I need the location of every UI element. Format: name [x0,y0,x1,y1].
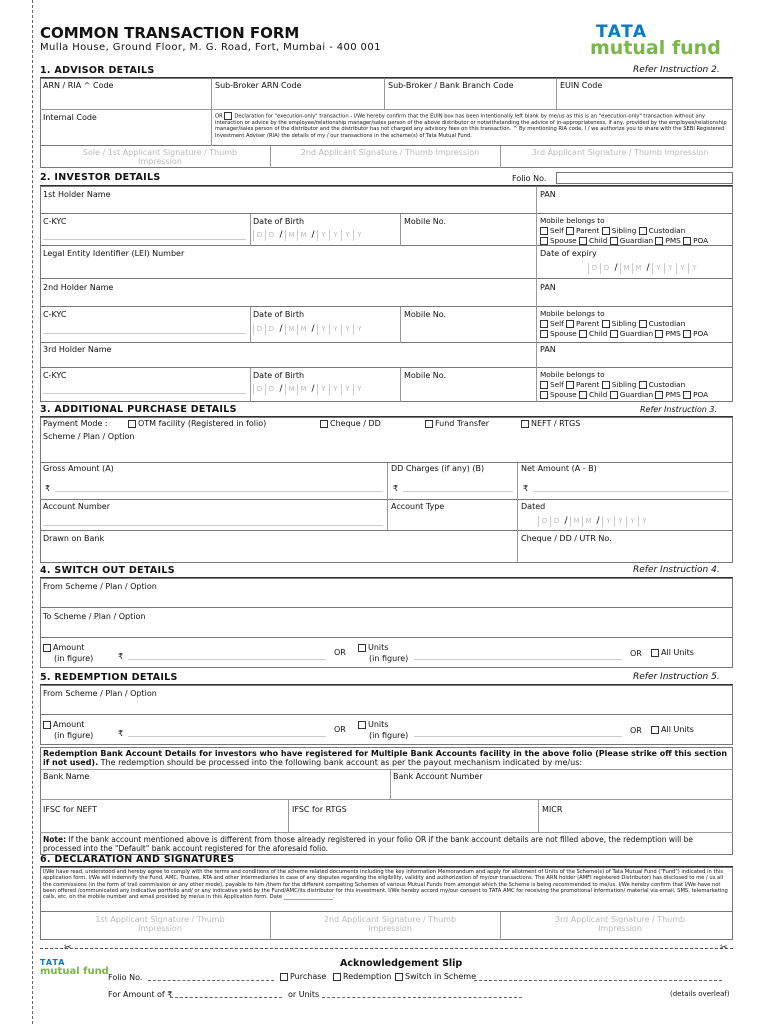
tata-brand-bottom: mutual fund [590,37,721,59]
mode-otm[interactable]: OTM facility (Registered in folio) [128,419,266,428]
slip-overleaf-note: (details overleaf) [670,990,730,998]
holder2-pan-field[interactable]: PAN [540,283,556,292]
rel-guardian-checkbox[interactable] [610,237,618,245]
folio-no-label: Folio No. [512,174,547,183]
switch-to-field[interactable]: To Scheme / Plan / Option [43,612,146,621]
holder3-mobile-belongs: Mobile belongs to Self Parent Sibling Custodian Spouse Child Guardian PMS POA [540,370,709,399]
folio-no-input[interactable] [556,172,733,184]
bank-account-field[interactable]: Bank Account Number [393,772,483,781]
holder2-name-row [40,279,733,307]
redemption-note: Note: If the bank account mentioned above is different from those already registered in your folio OR if the bank account details are not filled above, the redemption will be processed into the "Default" bank account registered for the aforesaid folio. [43,835,694,853]
slip-redemption-option[interactable]: Redemption [333,972,391,981]
decl-sig3[interactable]: 3rd Applicant Signature / Thumb Impression [554,915,686,933]
holder1-ckyc-field[interactable]: C-KYC [43,217,67,226]
section-purchase-ref: Refer Instruction 3. [640,405,718,414]
euin-code-field[interactable]: EUIN Code [560,81,603,90]
slip-folio-label: Folio No. [108,973,143,982]
holder3-ckyc-field[interactable]: C-KYC [43,371,67,380]
holder1-dob-field[interactable]: Date of Birth [253,217,305,226]
decl-sig2[interactable]: 2nd Applicant Signature / Thumb Impression [323,915,457,933]
holder2-dob-field[interactable]: Date of Birth [253,310,305,319]
ifsc-rtgs-field[interactable]: IFSC for RTGS [292,805,347,814]
dated-field[interactable]: Dated [521,502,546,511]
holder1-mobile-field[interactable]: Mobile No. [404,217,447,226]
holder2-ckyc-field[interactable]: C-KYC [43,310,67,319]
redemption-from-field[interactable]: From Scheme / Plan / Option [43,689,157,698]
holder2-name-field[interactable]: 2nd Holder Name [43,283,114,292]
slip-switch-option[interactable]: Switch in Scheme [395,972,476,981]
lei-field[interactable]: Legal Entity Identifier (LEI) Number [43,249,185,258]
holder2-mobile-belongs: Mobile belongs to Self Parent Sibling Custodian Spouse Child Guardian PMS POA [540,309,709,338]
slip-scheme-input[interactable] [474,980,722,981]
section-purchase-title: 3. ADDITIONAL PURCHASE DETAILS [40,404,237,415]
slip-purchase-option[interactable]: Purchase [280,972,326,981]
declaration-text: I/We have read, understood and hereby agree to comply with the terms and conditions of the scheme related documents including the key information Memorandum and apply for allotment of Units of the Scheme(s) of Tata Mutual Fund ("Fund") indicated in this application form. I/We will indemnify the Fund, AMC, Trustee, RTA and other intermediaries in case of any disputes regarding the eligibility, validity and authorization of my/our transactions. The ARN holder (AMFI registered Distributor) has disclosed to me / us all the commissions (in the form of trail commission or any other mode), payable to him /them for the different competing Schemes of various Mutual Funds from amongst which the Scheme is being recommended to me/us. I/We hereby confirm that I/We have not been offered /communicated any indicative portfolio and/ or any indicative yield by the Fund/AMC/its distributor for this investment. I/We hereby accord my/our consent to TATA AMC for receiving the promotional information/ material via email, SMS, telemarketing calls, etc. on the mobile number and email provided by me/us in this Application form. Date ___________________. [43,869,728,901]
section-redemption-title: 5. REDEMPTION DETAILS [40,672,178,683]
mode-neft-rtgs[interactable]: NEFT / RTGS [521,419,580,428]
advisor-sig2[interactable]: 2nd Applicant Signature / Thumb Impression [300,148,480,157]
dd-charges-field[interactable]: DD Charges (if any) (B) [391,464,485,473]
dated-cells[interactable]: D D / M M / Y Y Y Y [538,516,650,527]
net-amount-field[interactable]: Net Amount (A - B) [521,464,597,473]
holder3-pan-field[interactable]: PAN [540,345,556,354]
section-declaration-title: 6. DECLARATION AND SIGNATURES [40,854,235,865]
redemption-amount-option[interactable]: Amount [43,720,84,729]
slip-units-input[interactable] [322,997,522,998]
holder2-dob-cells[interactable]: D D / M M / Y Y Y Y [253,324,365,335]
switch-from-field[interactable]: From Scheme / Plan / Option [43,582,157,591]
slip-amount-input[interactable] [170,997,282,998]
rel-sibling-checkbox[interactable] [602,227,610,235]
redemption-units-option[interactable]: Units [358,720,388,729]
section-advisor-ref: Refer Instruction 2. [633,65,720,75]
cut-line [40,948,733,949]
holder3-name-row [40,343,733,368]
page-left-dashed-border [32,0,33,1024]
form-address: Mulla House, Ground Floor, M. G. Road, Fort, Mumbai - 400 001 [40,42,381,53]
scissors-icon: ✂ [720,943,728,953]
drawn-row [40,531,733,563]
gross-amount-field[interactable]: Gross Amount (A) [43,464,114,473]
switch-units-option[interactable]: Units [358,643,388,652]
execution-only-text: Declaration for "execution-only" transaction - I/We hereby confirm that the EUIN box has been intentionally left blank by me/us as this is an "execution-only" transaction without any interaction or advice by the employee/relationship manager/sales person of the above distributor or notwithstanding the advice of in-appropriateness, if any, provided by the employee/relationship manager/sales person of the distributor and the distributor has not charged any advisory fees on this transaction. ^ By mentioning RIA code, I / we authorize you to share with the SEBI Registered Investment Adviser (RIA) the details of my / our transactions in the scheme(s) of Tata Mutual Fund. [215,113,727,139]
holder2-mobile-field[interactable]: Mobile No. [404,310,447,319]
section-switch-title: 4. SWITCH OUT DETAILS [40,565,175,576]
lei-expiry-field[interactable]: Date of expiry [540,249,597,258]
payment-mode-label: Payment Mode : [43,419,108,428]
execution-only-checkbox[interactable] [224,112,232,120]
mode-fund-transfer[interactable]: Fund Transfer [425,419,489,428]
redemption-bank-instructions: Redemption Bank Account Details for investors who have registered for Multiple Bank Accounts facility in the above folio (Please strike off this section if not used). The redemption should be processed into the following bank account as per the payout mechanism indicated by me/us: [43,749,728,767]
rel-child-checkbox[interactable] [579,237,587,245]
ifsc-neft-field[interactable]: IFSC for NEFT [43,805,97,814]
advisor-sig3[interactable]: 3rd Applicant Signature / Thumb Impression [531,148,709,157]
section-switch-ref: Refer Instruction 4. [633,565,720,575]
advisor-sig1[interactable]: Sole / 1st Applicant Signature / Thumb Impression [82,148,238,166]
scissors-icon: ✂ [64,943,72,953]
holder1-name-row [40,186,733,214]
slip-brand-top: TATA [40,958,66,967]
holder3-name-field[interactable]: 3rd Holder Name [43,345,112,354]
decl-sig1[interactable]: 1st Applicant Signature / Thumb Impression [95,915,225,933]
slip-folio-input[interactable] [148,980,274,981]
rel-custodian-checkbox[interactable] [639,227,647,235]
holder3-dob-field[interactable]: Date of Birth [253,371,305,380]
rel-spouse-checkbox[interactable] [540,237,548,245]
slip-brand-bottom: mutual fund [40,966,109,977]
rel-self-checkbox[interactable] [540,227,548,235]
drawn-on-bank-field[interactable]: Drawn on Bank [43,534,105,543]
switch-all-units-option[interactable]: All Units [651,648,694,657]
holder1-pan-field[interactable]: PAN [540,190,556,199]
switch-amount-option[interactable]: Amount [43,643,84,652]
redemption-all-units-option[interactable]: All Units [651,725,694,734]
section-investor-title: 2. INVESTOR DETAILS [40,172,161,183]
holder3-dob-cells[interactable]: D D / M M / Y Y Y Y [253,384,365,395]
tata-brand-top: TATA [596,22,648,42]
slip-units-label: or Units [288,990,320,999]
sub-broker-branch-field[interactable]: Sub-Broker / Bank Branch Code [388,81,514,90]
holder3-mobile-field[interactable]: Mobile No. [404,371,447,380]
execution-only-declaration [215,112,729,139]
slip-amount-label: For Amount of ₹ [108,990,173,999]
internal-code-field[interactable]: Internal Code [43,113,97,122]
rel-parent-checkbox[interactable] [566,227,574,235]
mode-cheque[interactable]: Cheque / DD [320,419,381,428]
bank-name-field[interactable]: Bank Name [43,772,90,781]
rupee-symbol: ₹ [45,484,51,493]
lei-expiry-cells[interactable]: D D / M M / Y Y Y Y [588,263,700,274]
rel-poa-checkbox[interactable] [683,237,691,245]
micr-field[interactable]: MICR [542,805,563,814]
section-redemption-ref: Refer Instruction 5. [633,672,720,682]
account-number-field[interactable]: Account Number [43,502,110,511]
account-type-field[interactable]: Account Type [391,502,445,511]
form-title: COMMON TRANSACTION FORM [40,24,300,42]
section-advisor-title: 1. ADVISOR DETAILS [40,65,155,76]
holder1-mobile-belongs: Mobile belongs to Self Parent Sibling Custodian Spouse Child Guardian PMS POA [540,216,709,245]
purchase-scheme-field[interactable]: Scheme / Plan / Option [43,432,135,441]
slip-title: Acknowledgement Slip [340,958,463,969]
cheque-utr-field[interactable]: Cheque / DD / UTR No. [521,534,612,543]
rel-pms-checkbox[interactable] [655,237,663,245]
holder1-name-field[interactable]: 1st Holder Name [43,190,111,199]
arn-code-field[interactable]: ARN / RIA ^ Code [43,81,114,90]
sub-broker-arn-field[interactable]: Sub-Broker ARN Code [215,81,302,90]
or-label: OR [215,113,223,120]
holder1-dob-cells[interactable]: D D / M M / Y Y Y Y [253,230,365,241]
